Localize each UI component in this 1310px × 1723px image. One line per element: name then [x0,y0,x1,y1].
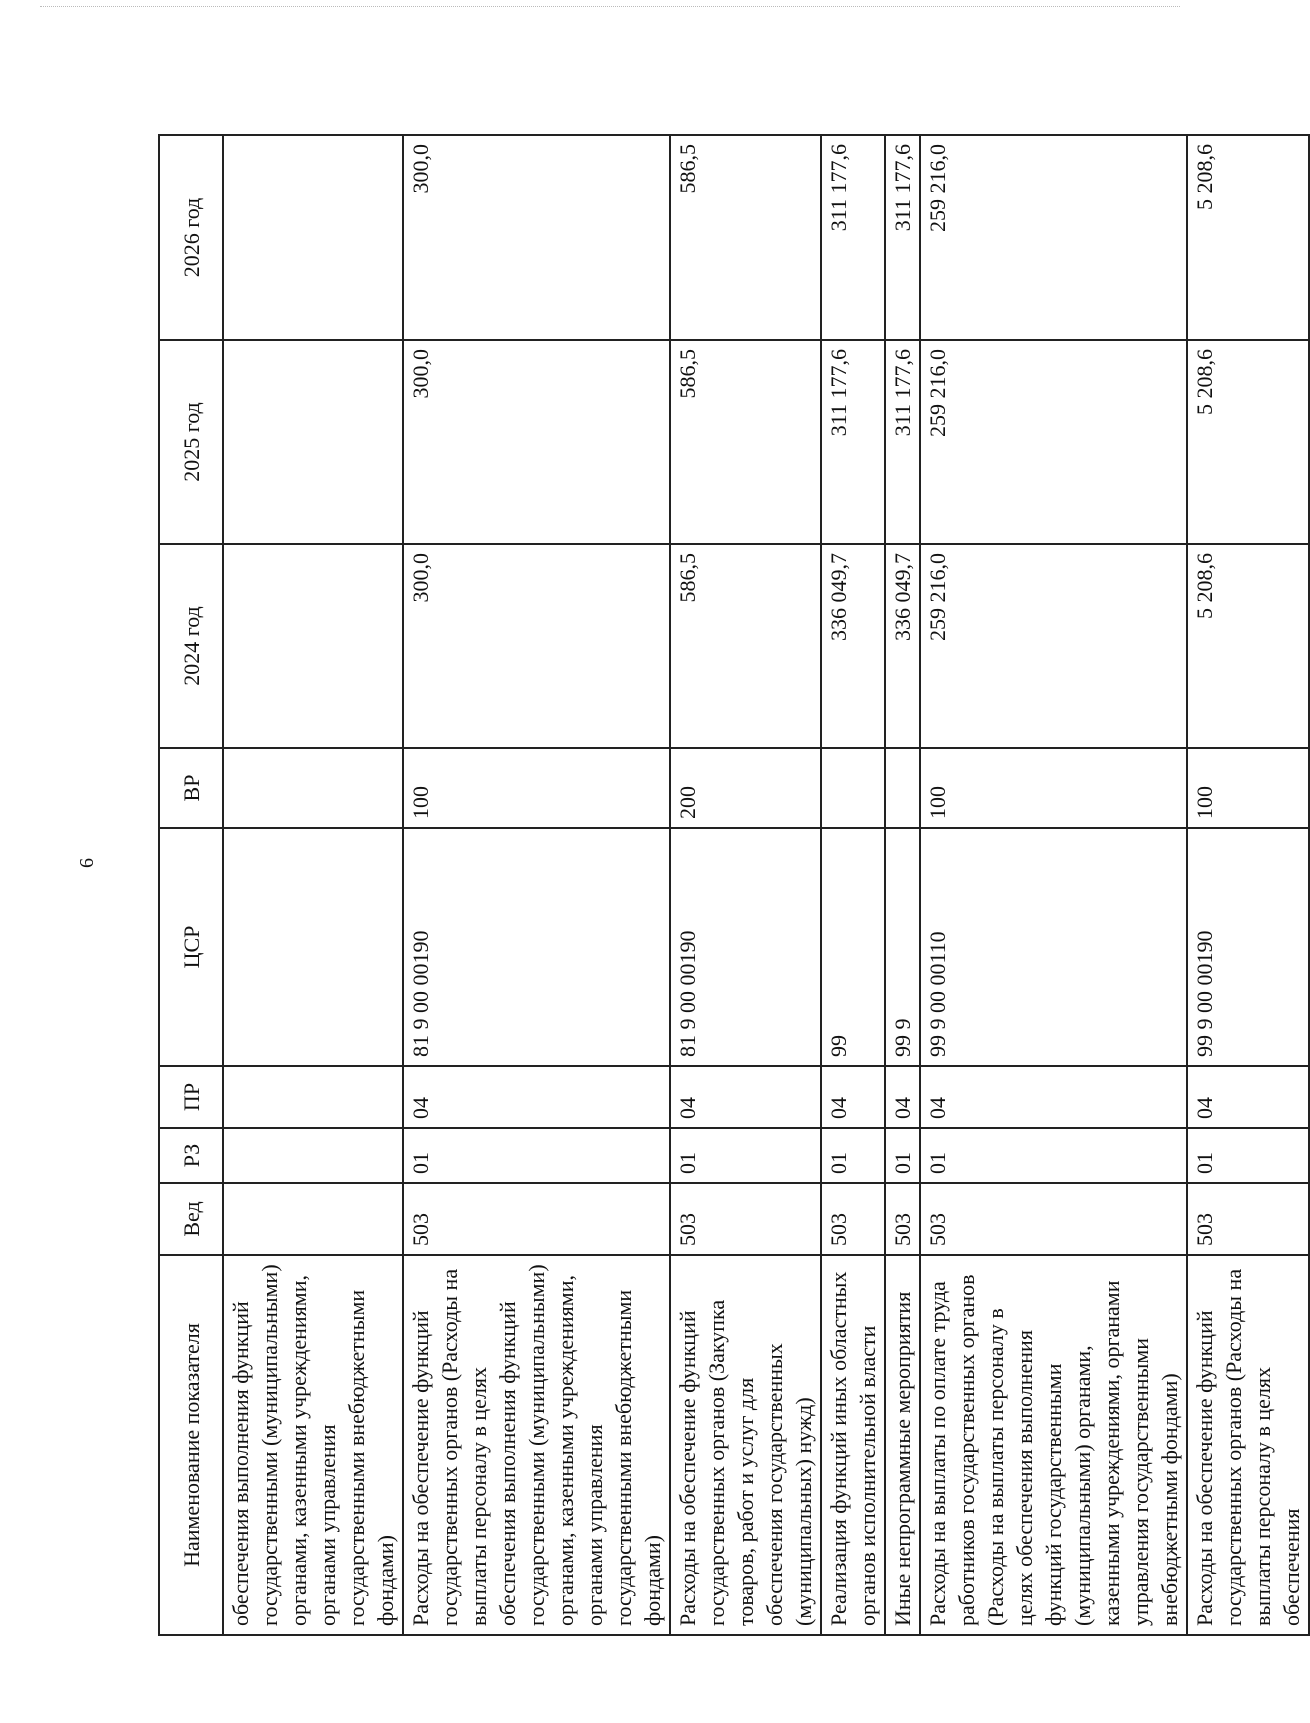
cell-ved: 503 [1187,1183,1309,1255]
header-csr: ЦСР [159,828,223,1066]
cell-pr: 04 [920,1066,1187,1128]
cell-2026: 300,0 [403,135,670,340]
cell-csr: 99 9 00 00190 [1187,828,1309,1066]
cell-2025: 311 177,6 [885,340,920,544]
cell-2024 [223,544,403,748]
cell-2025: 586,5 [670,340,821,544]
rotated-page [158,136,1304,1636]
header-vr: ВР [159,748,223,828]
cell-pr: 04 [670,1066,821,1128]
cell-2024: 5 208,6 [1187,544,1309,748]
budget-table [158,134,1310,1636]
cell-rz: 01 [885,1128,920,1183]
cell-2024: 336 049,7 [885,544,920,748]
cell-rz: 01 [920,1128,1187,1183]
cell-name: Расходы на обеспечение функций государственных органов (Расходы на выплаты персоналу в целях обеспечения [1187,1255,1309,1635]
cell-ved: 503 [403,1183,670,1255]
cell-2024: 586,5 [670,544,821,748]
cell-pr: 04 [403,1066,670,1128]
header-2026: 2026 год [159,135,223,340]
cell-rz: 01 [821,1128,885,1183]
cell-2026: 586,5 [670,135,821,340]
cell-name: Реализация функций иных областных органов исполнительной власти [821,1255,885,1635]
cell-pr: 04 [821,1066,885,1128]
cell-rz: 01 [403,1128,670,1183]
cell-ved: 503 [885,1183,920,1255]
cell-csr: 99 9 00 00110 [920,828,1187,1066]
cell-pr: 04 [1187,1066,1309,1128]
cell-vr: 200 [670,748,821,828]
cell-csr: 81 9 00 00190 [403,828,670,1066]
header-rz: РЗ [159,1128,223,1183]
table-row [403,135,670,1635]
cell-2025: 259 216,0 [920,340,1187,544]
table-row [885,135,920,1635]
cell-vr: 100 [920,748,1187,828]
cell-2024: 300,0 [403,544,670,748]
header-2024: 2024 год [159,544,223,748]
cell-2026: 259 216,0 [920,135,1187,340]
cell-pr [223,1066,403,1128]
cell-rz: 01 [670,1128,821,1183]
table-row [821,135,885,1635]
cell-2026: 311 177,6 [821,135,885,340]
cell-csr [223,828,403,1066]
cell-rz [223,1128,403,1183]
page-number: 6 [76,858,98,868]
cell-name: Расходы на обеспечение функций государственных органов (Расходы на выплаты персоналу в целях обеспечения выполнения функций государственными (муниципальными) органами, казенными учреждениями, органами управления государственными внебюджетными фондами) [403,1255,670,1635]
header-ved: Вед [159,1183,223,1255]
table-row [920,135,1187,1635]
cell-csr: 99 [821,828,885,1066]
cell-2026: 5 208,6 [1187,135,1309,340]
cell-vr [885,748,920,828]
cell-csr: 81 9 00 00190 [670,828,821,1066]
cell-name: Иные непрограммные мероприятия [885,1255,920,1635]
cell-2025: 311 177,6 [821,340,885,544]
header-row [159,135,223,1635]
cell-rz: 01 [1187,1128,1309,1183]
cell-2025 [223,340,403,544]
cell-name: Расходы на обеспечение функций государственных органов (Закупка товаров, работ и услуг для обеспечения государственных (муниципальных) нужд) [670,1255,821,1635]
cell-ved: 503 [821,1183,885,1255]
table-row [223,135,403,1635]
cell-2026 [223,135,403,340]
cell-ved [223,1183,403,1255]
cell-2025: 5 208,6 [1187,340,1309,544]
cell-vr: 100 [403,748,670,828]
top-rule [40,6,1180,7]
cell-pr: 04 [885,1066,920,1128]
cell-2024: 336 049,7 [821,544,885,748]
header-name: Наименование показателя [159,1255,223,1635]
cell-ved: 503 [670,1183,821,1255]
table-row [670,135,821,1635]
cell-2026: 311 177,6 [885,135,920,340]
cell-vr [821,748,885,828]
cell-ved: 503 [920,1183,1187,1255]
cell-vr: 100 [1187,748,1309,828]
cell-name: обеспечения выполнения функций государственными (муниципальными) органами, казенными учреждениями, органами управления государственными внебюджетными фондами) [223,1255,403,1635]
header-pr: ПР [159,1066,223,1128]
header-2025: 2025 год [159,340,223,544]
cell-2025: 300,0 [403,340,670,544]
cell-vr [223,748,403,828]
table-row [1187,135,1309,1635]
cell-name: Расходы на выплаты по оплате труда работников государственных органов (Расходы на выплаты персоналу в целях обеспечения выполнения функций государственными (муниципальными) органами, казенными учреждениями, органами управления государственными внебюджетными фондами) [920,1255,1187,1635]
cell-csr: 99 9 [885,828,920,1066]
cell-2024: 259 216,0 [920,544,1187,748]
